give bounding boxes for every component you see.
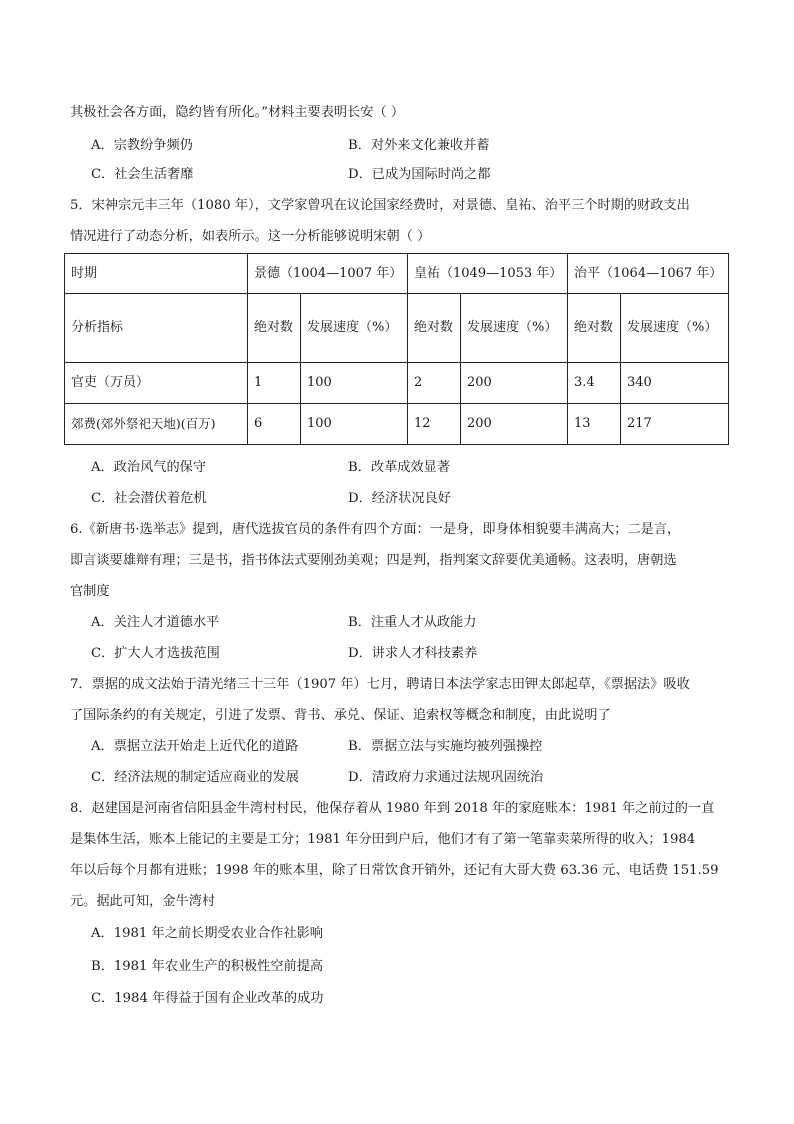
table-header-row <box>65 254 729 294</box>
table-cell: 6 <box>248 404 301 445</box>
q7-option-c[interactable]: C．经济法规的制定适应商业的发展 <box>91 770 299 785</box>
table-cell: 3.4 <box>568 363 621 404</box>
q5-option-c[interactable]: C．社会潜伏着危机 <box>91 491 207 506</box>
q4-stem-tail: 其极社会各方面，隐约皆有所化。”材料主要表明长安（ ） <box>70 105 405 120</box>
q5-option-a[interactable]: A．政治风气的保守 <box>91 460 207 475</box>
speed-header: 发展速度（%） <box>621 294 729 363</box>
row-label: 官吏（万员） <box>65 363 248 404</box>
table-cell: 12 <box>408 404 461 445</box>
q6-stem-line3: 官制度 <box>70 584 110 599</box>
q6-option-b[interactable]: B．注重人才从政能力 <box>348 615 477 630</box>
period-huangyou: 皇祐（1049—1053 年） <box>408 254 568 294</box>
period-label-cell: 时期 <box>65 254 248 294</box>
q7-option-d[interactable]: D．清政府力求通过法规巩固统治 <box>348 770 544 785</box>
q7-option-a[interactable]: A．票据立法开始走上近代化的道路 <box>91 739 299 754</box>
q6-option-a[interactable]: A．关注人才道德水平 <box>91 615 220 630</box>
q6-stem-line2: 即言谈要雄辩有理；三是书，指书体法式要刚劲美观；四是判，指判案文辞要优美通畅。这表明，唐朝选 <box>70 553 677 568</box>
speed-header: 发展速度（%） <box>301 294 408 363</box>
q7-option-b[interactable]: B．票据立法与实施均被列强操控 <box>348 739 543 754</box>
period-jingde: 景德（1004—1007 年） <box>248 254 408 294</box>
table-row <box>65 363 729 404</box>
q7-stem-line2: 了国际条约的有关规定，引进了发票、背书、承兑、保证、追索权等概念和制度，由此说明了 <box>70 708 611 723</box>
table-row <box>65 404 729 445</box>
table-cell: 1 <box>248 363 301 404</box>
q4-option-a[interactable]: A．宗教纷争频仍 <box>91 138 193 153</box>
q8-stem-line1: 8．赵建国是河南省信阳县金牛湾村村民，他保存着从 1980 年到 2018 年的家庭账本：1981 年之前过的一直 <box>70 801 715 816</box>
speed-header: 发展速度（%） <box>461 294 568 363</box>
q4-option-d[interactable]: D．已成为国际时尚之都 <box>348 167 491 182</box>
q8-stem-line4: 元。据此可知，金牛湾村 <box>70 894 216 909</box>
q5-option-d[interactable]: D．经济状况良好 <box>348 491 451 506</box>
table-cell: 340 <box>621 363 729 404</box>
q8-stem-line3: 年以后每个月都有进账；1998 年的账本里，除了日常饮食开销外，还记有大哥大费 63.36 元、电话费 151.59 <box>70 863 719 878</box>
q6-stem-line1: 6.《新唐书·选举志》提到，唐代选拔官员的条件有四个方面：一是身，即身体相貌要丰满高大；二是言， <box>70 522 681 537</box>
q4-option-b[interactable]: B．对外来文化兼收并蓄 <box>348 138 490 153</box>
table-cell: 100 <box>301 363 408 404</box>
q8-stem-line2: 是集体生活，账本上能记的主要是工分；1981 年分田到户后，他们才有了第一笔靠卖菜所得的收入；1984 <box>70 832 696 847</box>
abs-number-header: 绝对数 <box>568 294 621 363</box>
table-cell: 100 <box>301 404 408 445</box>
table-cell: 13 <box>568 404 621 445</box>
table-cell: 200 <box>461 404 568 445</box>
q4-option-c[interactable]: C．社会生活奢靡 <box>91 167 194 182</box>
q6-option-d[interactable]: D．讲求人才科技素养 <box>348 646 478 661</box>
period-zhiping: 治平（1064—1067 年） <box>568 254 729 294</box>
q7-stem-line1: 7．票据的成文法始于清光绪三十三年（1907 年）七月，聘请日本法学家志田钾太郎起草，《票据法》吸收 <box>70 677 690 692</box>
q5-stem-line1: 5．宋神宗元丰三年（1080 年），文学家曾巩在议论国家经费时，对景德、皇祐、治平三个时期的财政支出 <box>70 198 690 213</box>
q5-option-b[interactable]: B．改革成效显著 <box>348 460 451 475</box>
q5-stem-line2: 情况进行了动态分析，如表所示。这一分析能够说明宋朝（ ） <box>70 229 431 244</box>
q8-option-a[interactable]: A．1981 年之前长期受农业合作社影响 <box>91 926 323 941</box>
indicator-label-cell: 分析指标 <box>65 294 248 363</box>
table-cell: 217 <box>621 404 729 445</box>
q6-option-c[interactable]: C．扩大人才选拔范围 <box>91 646 220 661</box>
q5-data-table <box>64 253 729 445</box>
q8-option-c[interactable]: C．1984 年得益于国有企业改革的成功 <box>91 991 324 1006</box>
q8-option-b[interactable]: B．1981 年农业生产的积极性空前提高 <box>91 959 324 974</box>
table-subheader-row <box>65 294 729 363</box>
row-label: 郊费(郊外祭祀天地)(百万) <box>65 404 248 445</box>
table-cell: 2 <box>408 363 461 404</box>
abs-number-header: 绝对数 <box>408 294 461 363</box>
abs-number-header: 绝对数 <box>248 294 301 363</box>
table-cell: 200 <box>461 363 568 404</box>
